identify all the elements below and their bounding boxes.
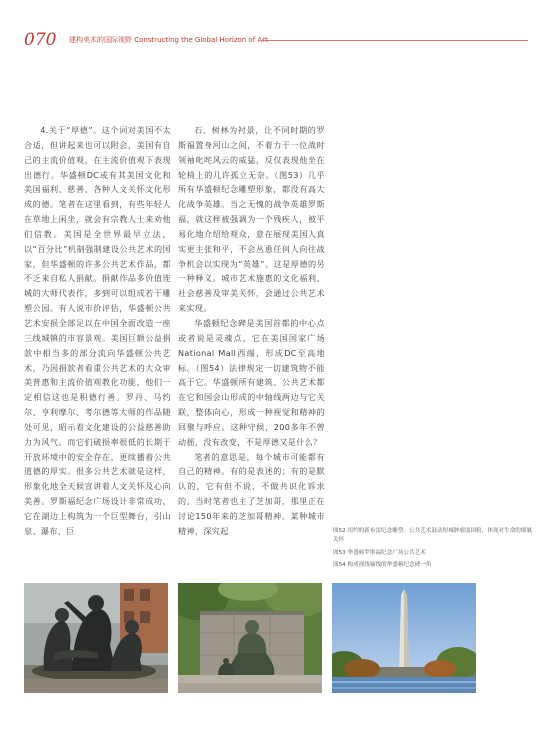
caption-figure-52: 图52 纽约的新布雷纪念雕塑。公共艺术鼓动短城肿瘤弱国粉，体现对生命的细腻关怀 — [333, 528, 533, 544]
figure-captions — [333, 527, 533, 574]
roosevelt-statue-image — [178, 583, 322, 693]
paragraph: 4.关于“厚德”。这个词对美国不太合适，但讲起来也可以附会，美国有自己的主流价值观，在主流价值观下表现出德行。华盛顿DC或有其美国文化和美国福利、慈善、各种人文关怀文化形成的德。笔者在这里看到，有些年轻人在草地上闲坐，就会有宗教人士来劝他们信教。美国是全世界最早立法，以“百分比”机制强制建设公共艺术的国家，但华盛顿的许多公共艺术作品，都不乏来自私人捐献。捐献作品多价值连城的大师代表作，多到可以组成若干雕塑公园。有人说市价评估，华盛顿公共艺术安损全部足以在中国全面改造一座三线城镇的市容景观。美国巨额公益捐款中相当多的部分流向华盛顿公共艺术，乃因捐款者看重公共艺术的大众审美普惠和主流价值观教化功能，他们一定相信这也是积德行善。罗丹、马约尔、亨利摩尔、考尔德等大师的作品随处可见，昭示着文化建设的公益慈善助力为风气。而它们破损率很低的长期于开放环境中的安全存在，更续播着公共道德的厚实。很多公共艺术就是这样，形象化地全天候宣讲着人文关怀及心向美善。罗斯福纪念广场设计非常成功，它在湖边上构筑为一个巨型舞台，引山泉、瀑布、巨 — [24, 125, 171, 536]
page-number: 070 — [24, 30, 57, 50]
text-column-2 — [178, 123, 325, 539]
caption-figure-53: 图53 华盛顿罗斯福纪念广场公共艺术 — [333, 549, 426, 556]
header-rule — [262, 40, 528, 41]
figure-54-photo — [332, 583, 476, 693]
running-head: 建构美术的国际视野 Constructing the Global Horizon of Art — [69, 36, 268, 44]
figure-53-photo — [178, 583, 322, 693]
paragraph: 石、树林为衬景，让不同时期的罗斯福置身河山之间，不着力于一位战时领袖叱咤风云的威猛，反仅表现他坐在轮椅上的几许孤立无奈。（图53）几乎所有华盛顿纪念雕塑形象，都没有高大化战争英雄。当之无愧的战争英雄罗斯福，就这样被强调为一个残疾人，被平易化地介绍给观众，意在展现美国人真实更主张和平，不会丛恿任何人向往战争机会以实现为“英雄”。这是厚德的另一种释义。城市艺术施惠的文化福利、社会慈善及审美关怀，会通过公共艺术来实现。 — [178, 125, 325, 314]
text-column-1 — [24, 123, 171, 539]
caption-figure-54: 图54 构成视线轴线的华盛顿纪念碑一角 — [333, 562, 432, 569]
washington-monument-image — [332, 583, 476, 693]
page-header — [24, 30, 528, 54]
paragraph: 笔者的意思是，每个城市可能都有自己的精神。有的是表述的；有的是默认的，它有但不说，不做共识化诉求的。当时笔者也主了芝加哥，那里正在讨论150年来的芝加哥精神。某种城市精神，深究起 — [178, 451, 325, 536]
figure-52-photo — [24, 583, 168, 693]
bronze-sculpture-image — [24, 583, 168, 693]
paragraph: 华盛顿纪念碑是美国首都的中心点或者说是灵魂点，它在美国国家广场National Mall西端，形成DC至高地标。（图54）法律规定一切建筑物不能高于它。华盛顿所有建筑、公共艺术都在它和国会山形成的中轴线两边与它关联，整体向心，形成一种视觉和精神的回聚与呼应。这种守候，200多年不曾动摇，没有改变，不是厚德又是什么？ — [178, 317, 325, 447]
